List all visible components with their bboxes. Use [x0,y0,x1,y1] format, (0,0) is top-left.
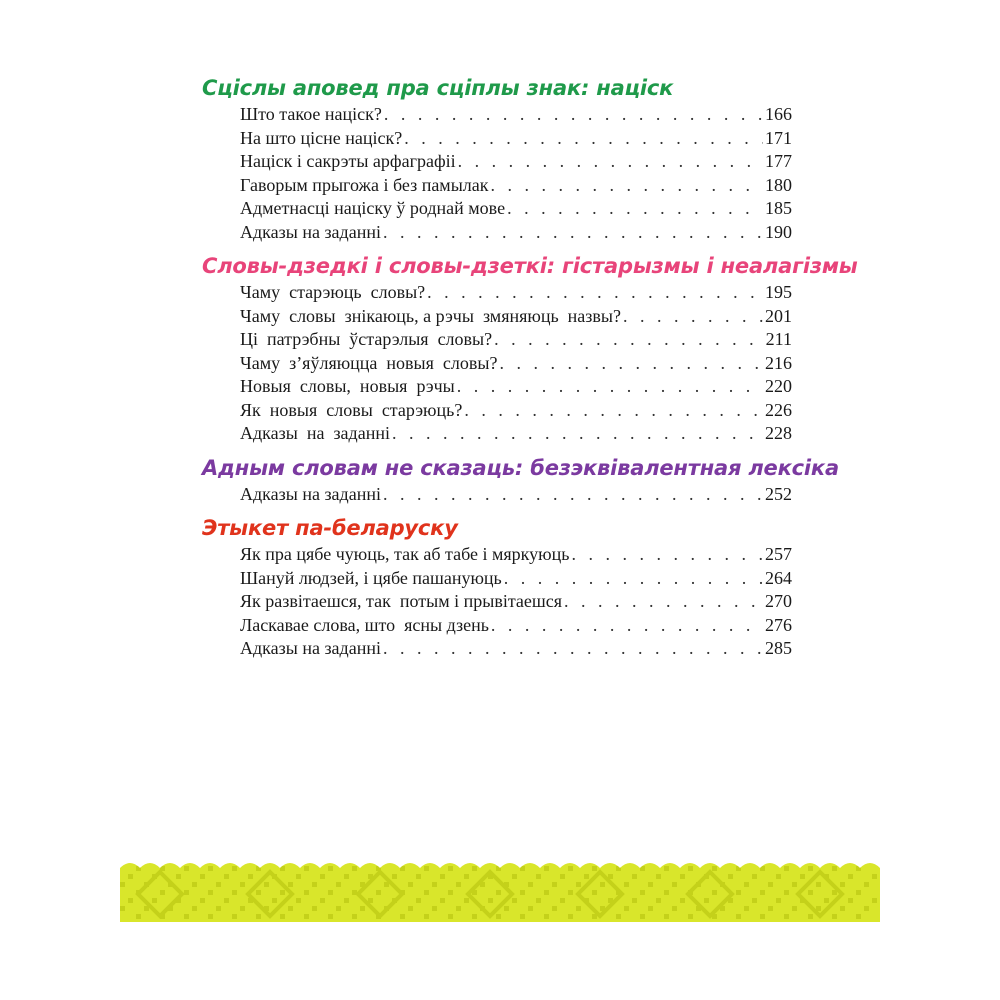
page-number: 195 [765,282,792,302]
page-number: 211 [765,329,792,349]
page-number: 171 [765,127,792,148]
decorative-ornament-band [120,858,880,922]
page-number: 166 [765,104,792,124]
page-number: 201 [765,305,792,326]
toc-section [200,454,839,507]
page-number: 177 [765,151,792,171]
dot-leader [404,127,763,151]
toc-entry[interactable] [240,614,792,638]
entry-label: На што ціснe націск? [240,127,403,148]
page-number: 270 [765,591,792,611]
page-number: 226 [765,399,792,420]
page-number: 190 [765,221,792,242]
dot-leader [383,221,763,245]
page-number: 180 [765,174,792,195]
dot-leader [507,197,763,221]
dot-leader [457,375,763,399]
entry-label: Гаворым прыгожа і без памылак [240,174,489,195]
page-number: 257 [765,544,792,564]
dot-leader [564,590,763,614]
entry-label: Як развітаешся, так потым і прывітаешся [240,591,563,611]
page-number: 264 [765,567,792,588]
toc-entry[interactable] [240,174,792,198]
entry-label: Як новыя словы старэюць? [240,399,463,420]
entry-label: Адметнасці націску ў роднай мове [240,198,506,218]
dot-leader [504,567,763,591]
toc-entry[interactable] [240,352,792,376]
toc-entry[interactable] [240,150,792,174]
dot-leader [499,352,763,376]
entry-label: Ласкавае слова, што ясны дзень [240,614,489,635]
toc-entry[interactable] [240,483,792,507]
page-number: 252 [765,483,792,504]
dot-leader [383,483,763,507]
dot-leader [427,281,763,305]
page-number: 276 [765,614,792,635]
toc-entry[interactable] [240,281,792,305]
page-number: 228 [765,423,792,443]
entry-label: Адказы на заданні [240,638,381,658]
dot-leader [491,614,763,638]
section-title[interactable]: Словы-дзедкі і словы-дзеткі: гістарызмы і неалагізмы [202,254,858,278]
toc-entry[interactable] [240,127,792,151]
toc-entry[interactable] [240,197,792,221]
toc-section [200,252,858,446]
section-title[interactable]: Сціслы аповед пра сціплы знак: націск [202,76,674,100]
toc-entry[interactable] [240,637,792,661]
entry-label: Націск і сакрэты арфаграфіі [240,151,456,171]
dot-leader [464,399,763,423]
section-title[interactable]: Адным словам не сказаць: безэквівалентная лексіка [202,455,839,480]
toc-entry[interactable] [240,375,792,399]
toc-entry[interactable] [240,305,792,329]
dot-leader [623,305,763,329]
toc-entry[interactable] [240,221,792,245]
toc-entry[interactable] [240,103,792,127]
toc-entry[interactable] [240,399,792,423]
section-title[interactable]: Этыкет па-беларуску [202,516,458,540]
page-number: 220 [765,376,792,396]
table-of-contents [200,74,858,669]
toc-entry[interactable] [240,328,792,352]
entry-label: Што такое націск? [240,104,382,124]
page-number: 185 [765,198,792,218]
toc-section [200,514,792,661]
dot-leader [383,637,763,661]
dot-leader [458,150,763,174]
page-number: 285 [765,638,792,658]
page-number: 216 [765,352,792,373]
entry-label: Чаму старэюць словы? [240,282,426,302]
dot-leader [384,103,763,127]
dot-leader [491,174,763,198]
toc-entry[interactable] [240,567,792,591]
entry-label: Адказы на заданні [240,483,381,504]
dot-leader [571,543,763,567]
toc-entry[interactable] [240,543,792,567]
dot-leader [392,422,763,446]
entry-label: Ці патрэбны ўстарэлыя словы? [240,329,493,349]
entry-label: Шануй людзей, і цябе пашануюць [240,567,502,588]
ornament-pattern [120,858,880,922]
toc-entry[interactable] [240,422,792,446]
entry-label: Чаму з’яўляюцца новыя словы? [240,352,498,373]
entry-label: Чаму словы знікаюць, а рэчы змяняюць назвы? [240,305,621,326]
entry-label: Адказы на заданні [240,423,390,443]
toc-entry[interactable] [240,590,792,614]
entry-label: Новыя словы, новыя рэчы [240,376,455,396]
entry-label: Як пра цябе чуюць, так аб табе і мяркуюць [240,544,570,564]
entry-label: Адказы на заданні [240,221,381,242]
dot-leader [494,328,764,352]
toc-section [200,74,792,244]
